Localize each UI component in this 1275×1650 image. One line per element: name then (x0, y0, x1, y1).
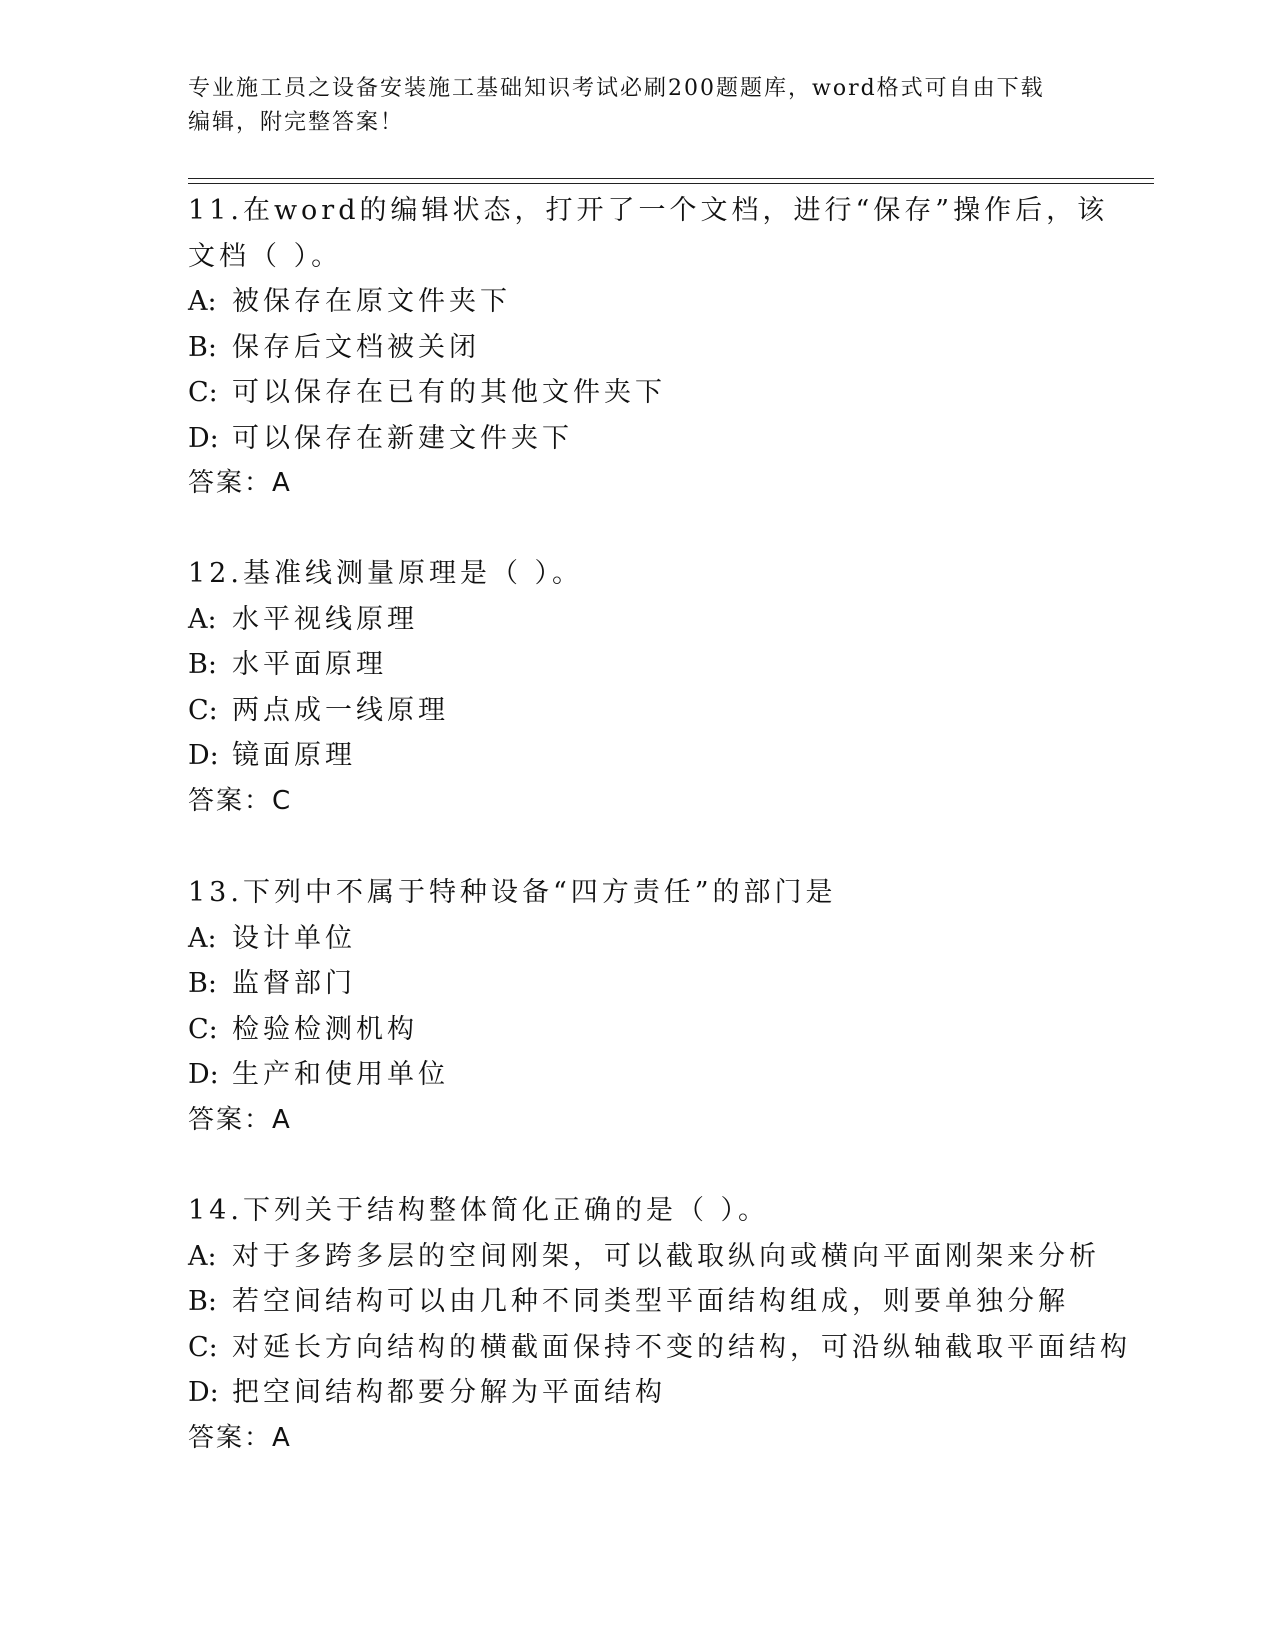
option-a (188, 279, 1088, 325)
header-divider-bottom (188, 183, 1154, 184)
option-letter: C: (188, 1013, 218, 1045)
question-11 (188, 188, 1109, 507)
answer-label: 答案：A (188, 1104, 292, 1135)
answer-label: 答案：A (188, 468, 292, 498)
option-letter: C: (188, 377, 218, 408)
option-text: 对于多跨多层的空间刚架，可以截取纵向或横向平面刚架来分析 (232, 1240, 1100, 1272)
question-13 (188, 870, 1088, 1143)
option-text: 可以保存在新建文件夹下 (232, 422, 573, 454)
option-b (188, 961, 1088, 1007)
option-letter: C: (188, 694, 218, 726)
question-stem-line-1: 12.基准线测量原理是（ ）。 (188, 558, 584, 589)
option-letter: A: (188, 1240, 217, 1272)
option-letter: A: (188, 286, 217, 317)
option-c (188, 1007, 1088, 1053)
question-stem (188, 551, 1088, 597)
option-c (188, 688, 1088, 734)
option-text: 对延长方向结构的横截面保持不变的结构，可沿纵轴截取平面结构 (232, 1331, 1131, 1363)
answer-label: 答案：A (188, 1422, 292, 1453)
question-stem-line-1: 11.在word的编辑状态，打开了一个文档，进行“保存”操作后，该 (188, 195, 1109, 226)
option-letter: A: (188, 603, 217, 635)
option-d (188, 733, 1088, 779)
option-text: 若空间结构可以由几种不同类型平面结构组成，则要单独分解 (232, 1286, 1069, 1317)
option-text: 把空间结构都要分解为平面结构 (232, 1377, 666, 1408)
option-text: 可以保存在已有的其他文件夹下 (232, 377, 666, 408)
option-text: 水平面原理 (232, 649, 387, 680)
question-stem (188, 870, 1088, 916)
option-text: 被保存在原文件夹下 (232, 286, 511, 317)
option-a (188, 916, 1088, 962)
question-stem (188, 1188, 1088, 1234)
question-14 (188, 1188, 1131, 1461)
option-letter: D: (188, 422, 219, 454)
header-line-1: 专业施工员之设备安装施工基础知识考试必刷200题题库，word格式可自由下载 (188, 76, 1045, 101)
option-d (188, 1052, 1088, 1098)
option-letter: D: (188, 1377, 219, 1408)
option-letter: B: (188, 1286, 217, 1317)
option-text: 两点成一线原理 (232, 694, 449, 726)
option-b (188, 642, 1088, 688)
option-b (188, 1279, 1088, 1325)
header-line-2: 编辑，附完整答案！ (188, 110, 405, 135)
option-a (188, 597, 1088, 643)
option-c (188, 1325, 1131, 1371)
option-d (188, 1370, 1088, 1416)
option-letter: B: (188, 649, 217, 680)
option-b (188, 325, 1088, 371)
option-letter: B: (188, 968, 217, 999)
option-text: 监督部门 (232, 968, 356, 999)
option-text: 水平视线原理 (232, 603, 418, 635)
option-letter: D: (188, 740, 219, 771)
option-letter: D: (188, 1059, 219, 1090)
option-text: 镜面原理 (232, 740, 356, 771)
option-letter: A: (188, 922, 217, 954)
option-text: 检验检测机构 (232, 1013, 418, 1045)
header-divider-top (188, 178, 1154, 179)
option-d (188, 416, 1088, 462)
option-c (188, 370, 1088, 416)
answer-label: 答案：C (188, 785, 293, 816)
option-letter: B: (188, 331, 217, 363)
document-header (188, 72, 1068, 140)
option-text: 设计单位 (232, 922, 356, 954)
option-text: 保存后文档被关闭 (232, 331, 480, 363)
option-a (188, 1234, 1100, 1280)
option-letter: C: (188, 1331, 218, 1363)
question-12 (188, 551, 1088, 824)
question-stem (188, 188, 1109, 279)
question-stem-line-1: 13.下列中不属于特种设备“四方责任”的部门是 (188, 877, 837, 908)
question-stem-line-2: 文档（ ）。 (188, 240, 343, 272)
question-stem-line-1: 14.下列关于结构整体简化正确的是（ ）。 (188, 1195, 770, 1226)
option-text: 生产和使用单位 (232, 1059, 449, 1090)
